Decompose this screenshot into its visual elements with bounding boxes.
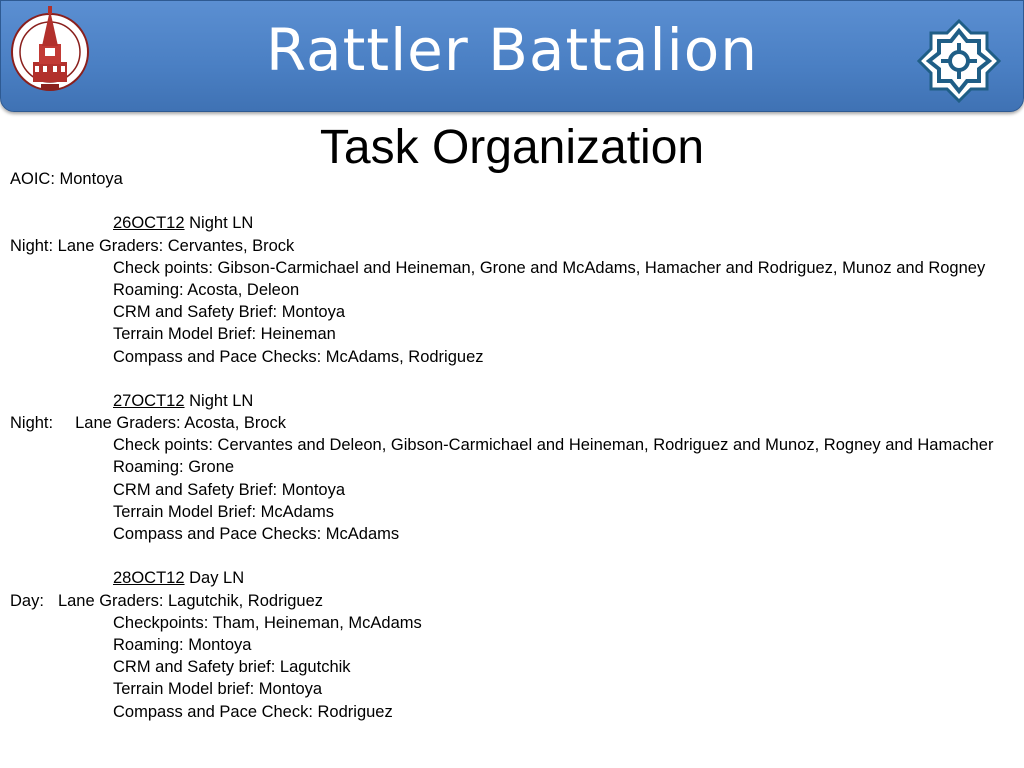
lane-graders-text: Lane Graders: Lagutchik, Rodriguez (57, 591, 324, 610)
checkpoints-line: Check points: Gibson-Carmichael and Heineman, Grone and McAdams, Hamacher and Rodriguez, Munoz and Rogney (113, 258, 986, 277)
crm-safety-line: CRM and Safety Brief: Montoya (113, 303, 346, 322)
lane-graders-line: Night: Lane Graders: Cervantes, Brock (10, 236, 295, 255)
terrain-model-line: Terrain Model Brief: McAdams (113, 502, 334, 521)
schedule-label: Night LN (184, 214, 254, 233)
schedule-date: 28OCT12 (113, 569, 185, 588)
schedule-label: Night LN (184, 391, 254, 410)
period-label: Night: (10, 414, 54, 433)
task-organization-body (10, 168, 1015, 723)
compass-pace-line: Compass and Pace Checks: McAdams, Rodriguez (113, 347, 484, 366)
roaming-line: Roaming: Acosta, Deleon (113, 280, 300, 299)
schedule-heading-27oct12 (10, 390, 1015, 412)
checkpoints-line: Check points: Cervantes and Deleon, Gibson-Carmichael and Heineman, Rodriguez and Munoz, Rogney and Hamacher (113, 436, 994, 455)
schedule-date: 27OCT12 (113, 391, 185, 410)
compass-pace-line: Compass and Pace Checks: McAdams (113, 525, 400, 544)
cross-emblem-icon (917, 19, 1001, 103)
schedule-heading-28oct12 (10, 567, 1015, 589)
schedule-date: 26OCT12 (113, 214, 185, 233)
lane-graders-line (10, 590, 1015, 612)
lane-graders-text: Lane Graders: Acosta, Brock (75, 414, 287, 433)
terrain-model-line: Terrain Model Brief: Heineman (113, 325, 336, 344)
banner-title: Rattler Battalion (266, 16, 758, 84)
checkpoints-line: Checkpoints: Tham, Heineman, McAdams (113, 613, 422, 632)
header-banner (0, 0, 1024, 112)
roaming-line: Roaming: Grone (113, 458, 235, 477)
roaming-line: Roaming: Montoya (113, 635, 252, 654)
compass-pace-line: Compass and Pace Check: Rodriguez (113, 702, 393, 721)
lane-graders-line (10, 412, 1015, 434)
crm-safety-line: CRM and Safety Brief: Montoya (113, 480, 346, 499)
terrain-model-line: Terrain Model brief: Montoya (113, 680, 323, 699)
schedule-label: Day LN (184, 569, 245, 588)
period-label: Day: (10, 591, 44, 610)
aoic-line: AOIC: Montoya (10, 170, 123, 188)
crm-safety-line: CRM and Safety brief: Lagutchik (113, 658, 351, 677)
slide-title: Task Organization (319, 121, 705, 174)
schedule-heading-26oct12 (10, 212, 1015, 234)
